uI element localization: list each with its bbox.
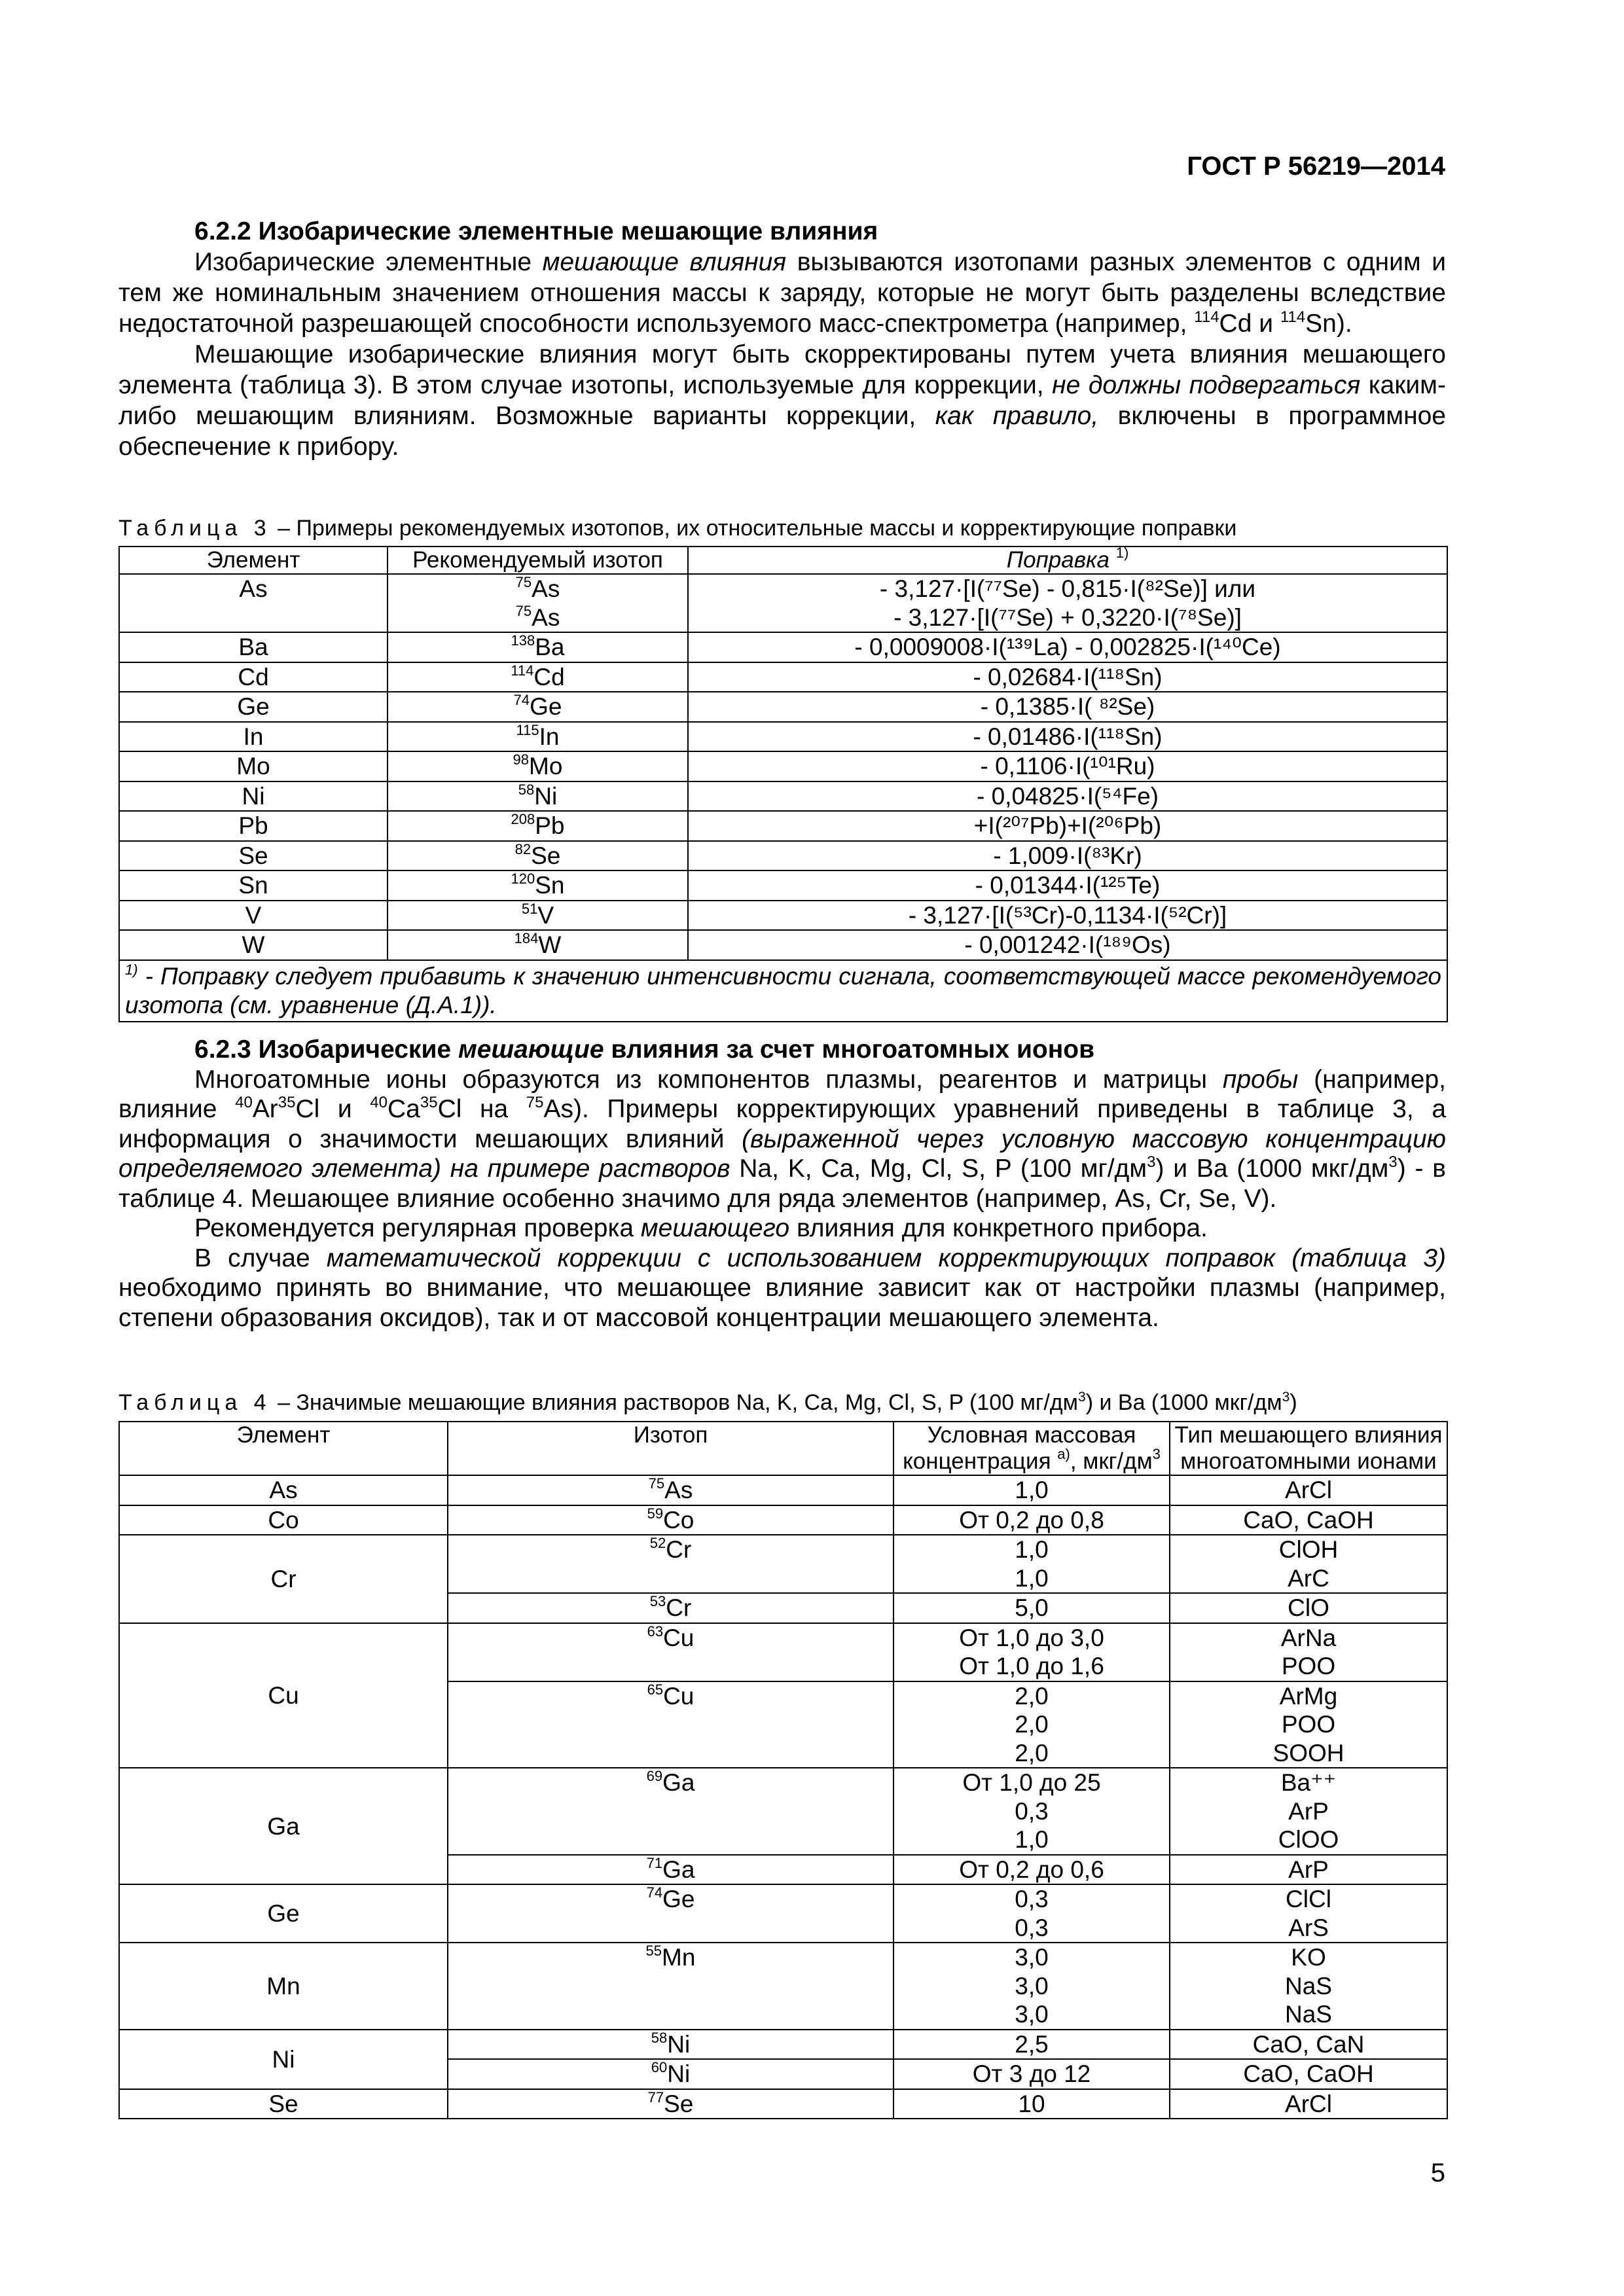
correction-formula: - 3,127·[I(⁷⁷Se) - 0,815·I(⁸²Se)] или <box>879 575 1256 602</box>
table3-element-cell: W <box>119 930 388 960</box>
interference-ion: ArP <box>1288 1797 1329 1825</box>
page-number: 5 <box>1430 2159 1445 2187</box>
table3-element-cell: V <box>119 901 388 931</box>
concentration-value: 2,0 <box>1015 1682 1049 1710</box>
table3-row <box>119 632 1447 662</box>
concentration-value: 1,0 <box>1015 1536 1049 1563</box>
element-symbol: Cu <box>663 1624 695 1651</box>
interference-ion: CaO, CaOH <box>1243 2060 1374 2087</box>
concentration-value: 1,0 <box>1015 1564 1049 1592</box>
concentration-value: 1,0 <box>1015 1477 1049 1503</box>
concentration-value: От 1,0 до 3,0 <box>959 1624 1104 1651</box>
element-symbol: As <box>532 575 560 602</box>
concentration-value: 3,0 <box>1015 1944 1049 1971</box>
mass-number: 69 <box>646 1768 663 1784</box>
table4-row <box>119 1535 1447 1593</box>
table3-element-cell: In <box>119 722 388 752</box>
table4-row <box>119 1943 1447 2030</box>
table4-interference-cell <box>1170 1884 1447 1943</box>
concentration-value: От 3 до 12 <box>972 2060 1091 2087</box>
isotope <box>451 1535 890 1564</box>
table4-isotope-cell <box>448 1475 893 1505</box>
table3-isotope-cell <box>388 632 688 662</box>
correction-formula: - 3,127·[I(⁵³Cr)-0,1134·I(⁵²Cr)] <box>908 901 1227 929</box>
table4-interference-cell <box>1170 1681 1447 1768</box>
mass-number: 65 <box>647 1681 664 1698</box>
table3-element-cell: Se <box>119 841 388 871</box>
table4-isotope-cell <box>448 1505 893 1535</box>
correction-formula: - 3,127·[I(⁷⁷Se) + 0,3220·I(⁷⁸Se)] <box>893 603 1242 631</box>
section-623-heading: 6.2.3 Изобарические мешающие влияния за счет многоатомных ионов <box>194 1035 1095 1064</box>
table4-element-cell: Co <box>119 1505 448 1535</box>
mass-number: 74 <box>646 1884 663 1901</box>
element-symbol: V <box>537 901 554 929</box>
table3-row <box>119 722 1447 752</box>
table4-interference-cell <box>1170 1623 1447 1681</box>
section-623-paragraph-2: Рекомендуется регулярная проверка мешающего влияния для конкретного прибора. <box>194 1214 1208 1242</box>
table3-element-cell: Ba <box>119 632 388 662</box>
table4-interference-cell <box>1170 1475 1447 1505</box>
table4-concentration-cell <box>893 1884 1170 1943</box>
concentration-value: 2,0 <box>1015 1739 1049 1767</box>
table3-correction-cell <box>688 722 1447 752</box>
element-symbol: As <box>664 1477 693 1503</box>
mass-number: 98 <box>513 751 530 768</box>
isotope <box>451 1768 890 1797</box>
table3-row <box>119 811 1447 841</box>
isotope <box>451 1943 890 1972</box>
concentration-value: 5,0 <box>1015 1594 1049 1621</box>
concentration-value: 3,0 <box>1015 2001 1049 2028</box>
table4-element-cell: Ga <box>119 1768 448 1884</box>
table3 <box>118 546 1448 1022</box>
table3-row <box>119 901 1447 931</box>
section-623-paragraph-1: Многоатомные ионы образуются из компонентов плазмы, реагентов и матрицы пробы (например, влияние $^{40}$Ar$^{35}$Cl и $^{40}$Ca$^{35}$Cl на $^{75}$As). Примеры корректирующих уравнений приведены в таблице 3, а информация о значимости мешающих влияний (выраженной через условную массовую концентрацию определяемого элемента) на примере растворов Na, K, Ca, Mg, Cl, S, P (100 $мг/дм^3$) и Ba (1000 мкг/$дм^3$) - в таблице 4. Мешающее влияние особенно значимо для ряда элементов (например, As, Cr, Se, V). <box>118 1065 1447 1213</box>
interference-ion: ArMg <box>1279 1682 1338 1710</box>
table3-footnote: $^{1)}$ - Поправку следует прибавить к значению интенсивности сигнала, соответствующей массе рекомендуемого изотопа (см. уравнение (Д.А.1)). <box>119 960 1447 1022</box>
table4-interference-cell <box>1170 2089 1447 2119</box>
concentration-value: 0,3 <box>1015 1886 1049 1912</box>
table3-isotope-cell <box>388 930 688 960</box>
mass-number: 115 <box>516 721 539 738</box>
recommended-isotope <box>391 603 685 632</box>
table3-element-cell: Ge <box>119 692 388 722</box>
section-622-heading: 6.2.2 Изобарические элементные мешающие влияния <box>194 217 878 245</box>
table4-interference-cell <box>1170 1768 1447 1855</box>
table4-row <box>119 1475 1447 1505</box>
mass-number: 184 <box>514 930 539 946</box>
table4-interference-cell <box>1170 1593 1447 1623</box>
isotope <box>451 1856 890 1884</box>
table4-row <box>119 2030 1447 2060</box>
table3-element-cell: Pb <box>119 811 388 841</box>
table3-isotope-cell <box>388 841 688 871</box>
table4-interference-cell <box>1170 1943 1447 2030</box>
concentration-value: 3,0 <box>1015 1972 1049 2000</box>
table4-interference-cell <box>1170 2059 1447 2089</box>
recommended-isotope <box>391 663 685 692</box>
element-symbol: Ga <box>662 1856 695 1883</box>
element-symbol: In <box>539 723 560 750</box>
mass-number: 114 <box>511 662 534 679</box>
table4-col-isotope: Изотоп <box>448 1422 893 1475</box>
recommended-isotope <box>391 871 685 900</box>
table4-row <box>119 1884 1447 1943</box>
body-text-top <box>118 216 1446 462</box>
table4-concentration-cell <box>893 2030 1170 2060</box>
table3-isotope-cell <box>388 901 688 931</box>
concentration-value: 10 <box>1018 2090 1045 2117</box>
correction-formula: - 0,1385·I( ⁸²Se) <box>980 693 1155 720</box>
table3-row <box>119 870 1447 901</box>
recommended-isotope <box>391 692 685 721</box>
mass-number: 71 <box>646 1854 663 1871</box>
mass-number: 63 <box>647 1623 664 1640</box>
correction-formula: - 0,01344·I(¹²⁵Te) <box>975 872 1161 899</box>
isotope <box>451 1476 890 1505</box>
correction-formula: - 0,01486·I(¹¹⁸Sn) <box>973 723 1163 750</box>
element-symbol: Ba <box>535 634 565 660</box>
interference-ion: CaO, CaN <box>1252 2030 1365 2058</box>
standard-designation: ГОСТ Р 56219—2014 <box>1187 152 1445 181</box>
table4-isotope-cell <box>448 2089 893 2119</box>
interference-ion: Ba⁺⁺ <box>1280 1769 1337 1796</box>
table4-isotope-cell <box>448 2030 893 2060</box>
section-622-paragraph-2: Мешающие изобарические влияния могут быть скорректированы путем учета влияния мешающего элемента (таблица 3). В этом случае изотопы, используемые для коррекции, не должны подвергаться каким-либо мешающим влияниям. Возможные варианты коррекции, как правило, включены в программное обеспечение к прибору. <box>118 340 1446 461</box>
table3-element-cell: Sn <box>119 870 388 901</box>
recommended-isotope <box>391 633 685 662</box>
mass-number: 59 <box>647 1505 664 1522</box>
concentration-value: 1,0 <box>1015 1826 1049 1853</box>
mass-number: 55 <box>645 1943 662 1959</box>
table3-correction-cell <box>688 811 1447 841</box>
isotope <box>451 1885 890 1914</box>
table4-col-concentration: Условная массовая концентрация $^{а)}$, мкг/$дм^3$ <box>893 1422 1170 1475</box>
table3-row <box>119 751 1447 781</box>
interference-ion: ArS <box>1288 1914 1329 1941</box>
table4-row <box>119 1505 1447 1535</box>
interference-ion: ArP <box>1288 1856 1329 1883</box>
element-symbol: Co <box>663 1506 695 1534</box>
correction-formula: - 0,001242·I(¹⁸⁹Os) <box>964 931 1171 958</box>
table4-interference-cell <box>1170 1505 1447 1535</box>
recommended-isotope <box>391 812 685 840</box>
table3-row <box>119 930 1447 960</box>
interference-ion: ArCl <box>1285 2090 1332 2117</box>
table4-interference-cell <box>1170 2030 1447 2060</box>
table4-element-cell: Cu <box>119 1623 448 1768</box>
section-622-paragraph-1: Изобарические элементные мешающие влияния вызываются изотопами разных элементов с одним и тем же номинальным значением отношения массы к заряду, которые не могут быть разделены вследствие недостаточной разрешающей способности используемого масс-спектрометра (например, $^{114}$Cd и $^{114}$Sn). <box>118 248 1447 338</box>
concentration-value: От 1,0 до 1,6 <box>959 1653 1104 1679</box>
table4-concentration-cell <box>893 1943 1170 2030</box>
table3-isotope-cell <box>388 781 688 812</box>
table4-concentration-cell <box>893 1623 1170 1681</box>
table3-row <box>119 692 1447 722</box>
table4-element-cell: Cr <box>119 1535 448 1623</box>
interference-ion: KO <box>1291 1944 1326 1971</box>
interference-ion: ClO <box>1288 1594 1329 1621</box>
isotope <box>451 2090 890 2119</box>
mass-number: 75 <box>515 574 532 590</box>
mass-number: 51 <box>521 900 538 917</box>
table3-correction-cell <box>688 662 1447 692</box>
table4-isotope-cell <box>448 1623 893 1681</box>
recommended-isotope <box>391 723 685 751</box>
table4-row <box>119 2089 1447 2119</box>
table4-concentration-cell <box>893 1681 1170 1768</box>
recommended-isotope <box>391 752 685 781</box>
body-text-middle <box>118 1035 1446 1333</box>
table3-isotope-cell <box>388 870 688 901</box>
mass-number: 74 <box>513 692 530 708</box>
table3-caption: Таблица 3 – Примеры рекомендуемых изотопов, их относительные массы и корректирующие поправки <box>118 516 1237 541</box>
table3-isotope-cell <box>388 692 688 722</box>
recommended-isotope <box>391 931 685 960</box>
element-symbol: As <box>532 603 560 631</box>
element-symbol: Se <box>531 842 561 869</box>
mass-number: 52 <box>649 1535 666 1551</box>
table3-element-cell: Mo <box>119 751 388 781</box>
correction-formula: +I(²⁰⁷Pb)+I(²⁰⁶Pb) <box>973 812 1162 839</box>
interference-ion: POO <box>1281 1653 1336 1679</box>
table3-correction-cell <box>688 781 1447 812</box>
table4-concentration-cell <box>893 1593 1170 1623</box>
interference-ion: NaS <box>1285 2001 1332 2028</box>
element-symbol: W <box>538 931 562 958</box>
concentration-value: 0,3 <box>1015 1914 1049 1941</box>
correction-formula: - 0,0009008·I(¹³⁹La) - 0,002825·I(¹⁴⁰Ce) <box>854 634 1281 660</box>
concentration-value: От 0,2 до 0,8 <box>959 1506 1104 1534</box>
element-symbol: Se <box>664 2090 694 2117</box>
mass-number: 82 <box>514 840 532 857</box>
interference-ion: ArNa <box>1280 1624 1337 1651</box>
element-symbol: Ni <box>667 2060 691 2087</box>
concentration-value: От 1,0 до 25 <box>962 1769 1101 1796</box>
table3-isotope-cell <box>388 751 688 781</box>
table4-isotope-cell <box>448 1681 893 1768</box>
isotope <box>451 2030 890 2059</box>
table4-element-cell: Mn <box>119 1943 448 2030</box>
mass-number: 77 <box>647 2089 664 2106</box>
table4-isotope-cell <box>448 1593 893 1623</box>
table4-concentration-cell <box>893 1768 1170 1855</box>
element-symbol: Ge <box>662 1886 695 1912</box>
mass-number: 138 <box>511 632 535 649</box>
isotope <box>451 1682 890 1711</box>
concentration-value: 0,3 <box>1015 1797 1049 1825</box>
table3-footnote-row <box>119 960 1447 1022</box>
table4-isotope-cell <box>448 1535 893 1593</box>
table4-header-row <box>119 1422 1447 1475</box>
table4-element-cell: As <box>119 1475 448 1505</box>
isotope <box>451 1624 890 1653</box>
mass-number: 60 <box>651 2059 668 2075</box>
element-symbol: Cd <box>533 663 565 691</box>
table4-concentration-cell <box>893 2089 1170 2119</box>
table3-correction-cell <box>688 930 1447 960</box>
recommended-isotope <box>391 782 685 811</box>
table4 <box>118 1421 1448 2119</box>
section-623-paragraph-3: В случае математической коррекции с использованием корректирующих поправок (таблица 3) необходимо принять во внимание, что мешающее влияние зависит как от настройки плазмы (например, степени образования оксидов), так и от массовой концентрации мешающего элемента. <box>118 1244 1446 1332</box>
mass-number: 75 <box>648 1475 665 1492</box>
table4-row <box>119 1768 1447 1855</box>
table3-correction-cell <box>688 841 1447 871</box>
isotope <box>451 1594 890 1623</box>
mass-number: 58 <box>651 2029 668 2046</box>
interference-ion: ClOO <box>1278 1826 1339 1853</box>
correction-formula: - 0,02684·I(¹¹⁸Sn) <box>973 663 1163 691</box>
table4-isotope-cell <box>448 1855 893 1885</box>
recommended-isotope <box>391 575 685 603</box>
table4-concentration-cell <box>893 1535 1170 1593</box>
interference-ion: CaO, CaOH <box>1243 1506 1374 1534</box>
element-symbol: Cr <box>666 1536 692 1563</box>
table4-element-cell: Se <box>119 2089 448 2119</box>
table3-element-cell: Cd <box>119 662 388 692</box>
table4-isotope-cell <box>448 1884 893 1943</box>
table4-caption: Таблица 4 – Значимые мешающие влияния растворов Na, K, Ca, Mg, Cl, S, P (100 $мг/дм^3$) и Ba (1000 мкг/$дм^3$) <box>118 1390 1297 1415</box>
table3-col-isotope: Рекомендуемый изотоп <box>388 547 688 574</box>
table3-isotope-cell <box>388 574 688 632</box>
interference-ion: ClCl <box>1286 1886 1331 1912</box>
table3-element-cell: As <box>119 574 388 632</box>
table4-row <box>119 1623 1447 1681</box>
table4-isotope-cell <box>448 1943 893 2030</box>
table3-row <box>119 574 1447 632</box>
concentration-value: 2,5 <box>1015 2030 1049 2058</box>
table3-correction-cell <box>688 870 1447 901</box>
table3-isotope-cell <box>388 662 688 692</box>
mass-number: 75 <box>515 602 532 619</box>
element-symbol: Ni <box>667 2030 691 2058</box>
interference-ion: ArCl <box>1285 1477 1332 1503</box>
element-symbol: Mo <box>529 753 563 780</box>
correction-formula: - 0,1106·I(¹⁰¹Ru) <box>980 753 1155 780</box>
table4-interference-cell <box>1170 1535 1447 1593</box>
mass-number: 120 <box>511 870 535 887</box>
table4-concentration-cell <box>893 1855 1170 1885</box>
correction-formula: - 1,009·I(⁸³Kr) <box>993 842 1142 869</box>
interference-ion: SOOH <box>1272 1739 1344 1767</box>
table4-concentration-cell <box>893 1505 1170 1535</box>
mass-number: 58 <box>518 781 535 798</box>
interference-ion: ClOH <box>1278 1536 1339 1563</box>
element-symbol: Mn <box>662 1944 696 1971</box>
element-symbol: Ge <box>530 693 562 720</box>
table4-concentration-cell <box>893 2059 1170 2089</box>
isotope <box>451 2060 890 2089</box>
recommended-isotope <box>391 842 685 870</box>
table3-col-element: Элемент <box>119 547 388 574</box>
mass-number: 53 <box>649 1593 666 1609</box>
element-symbol: Pb <box>535 812 565 839</box>
element-symbol: Cu <box>663 1682 695 1710</box>
table3-element-cell: Ni <box>119 781 388 812</box>
table3-isotope-cell <box>388 722 688 752</box>
table4-col-interference-type: Тип мешающего влияния многоатомными ионами <box>1170 1422 1447 1475</box>
table3-correction-cell <box>688 574 1447 632</box>
table3-row <box>119 662 1447 692</box>
table3-col-correction: Поправка $^{1)}$ <box>688 547 1447 574</box>
correction-formula: - 0,04825·I(⁵⁴Fe) <box>976 782 1159 810</box>
table4-interference-cell <box>1170 1855 1447 1885</box>
table3-correction-cell <box>688 751 1447 781</box>
element-symbol: Ga <box>662 1769 695 1796</box>
concentration-value: 2,0 <box>1015 1711 1049 1738</box>
mass-number: 208 <box>511 811 535 827</box>
interference-ion: POO <box>1281 1711 1336 1738</box>
recommended-isotope <box>391 901 685 930</box>
table3-row <box>119 841 1447 871</box>
table3-correction-cell <box>688 692 1447 722</box>
element-symbol: Cr <box>666 1594 692 1621</box>
table3-header-row <box>119 547 1447 574</box>
table4-element-cell: Ni <box>119 2030 448 2089</box>
table3-correction-cell <box>688 632 1447 662</box>
element-symbol: Sn <box>535 872 565 899</box>
concentration-value: От 0,2 до 0,6 <box>959 1856 1104 1883</box>
table4-col-element: Элемент <box>119 1422 448 1475</box>
interference-ion: ArC <box>1288 1564 1329 1592</box>
table3-row <box>119 781 1447 812</box>
isotope <box>451 1506 890 1535</box>
table4-concentration-cell <box>893 1475 1170 1505</box>
table4-element-cell: Ge <box>119 1884 448 1943</box>
table4-isotope-cell <box>448 1768 893 1855</box>
element-symbol: Ni <box>534 782 558 810</box>
table3-correction-cell <box>688 901 1447 931</box>
interference-ion: NaS <box>1285 1972 1332 2000</box>
table4-isotope-cell <box>448 2059 893 2089</box>
table3-isotope-cell <box>388 811 688 841</box>
